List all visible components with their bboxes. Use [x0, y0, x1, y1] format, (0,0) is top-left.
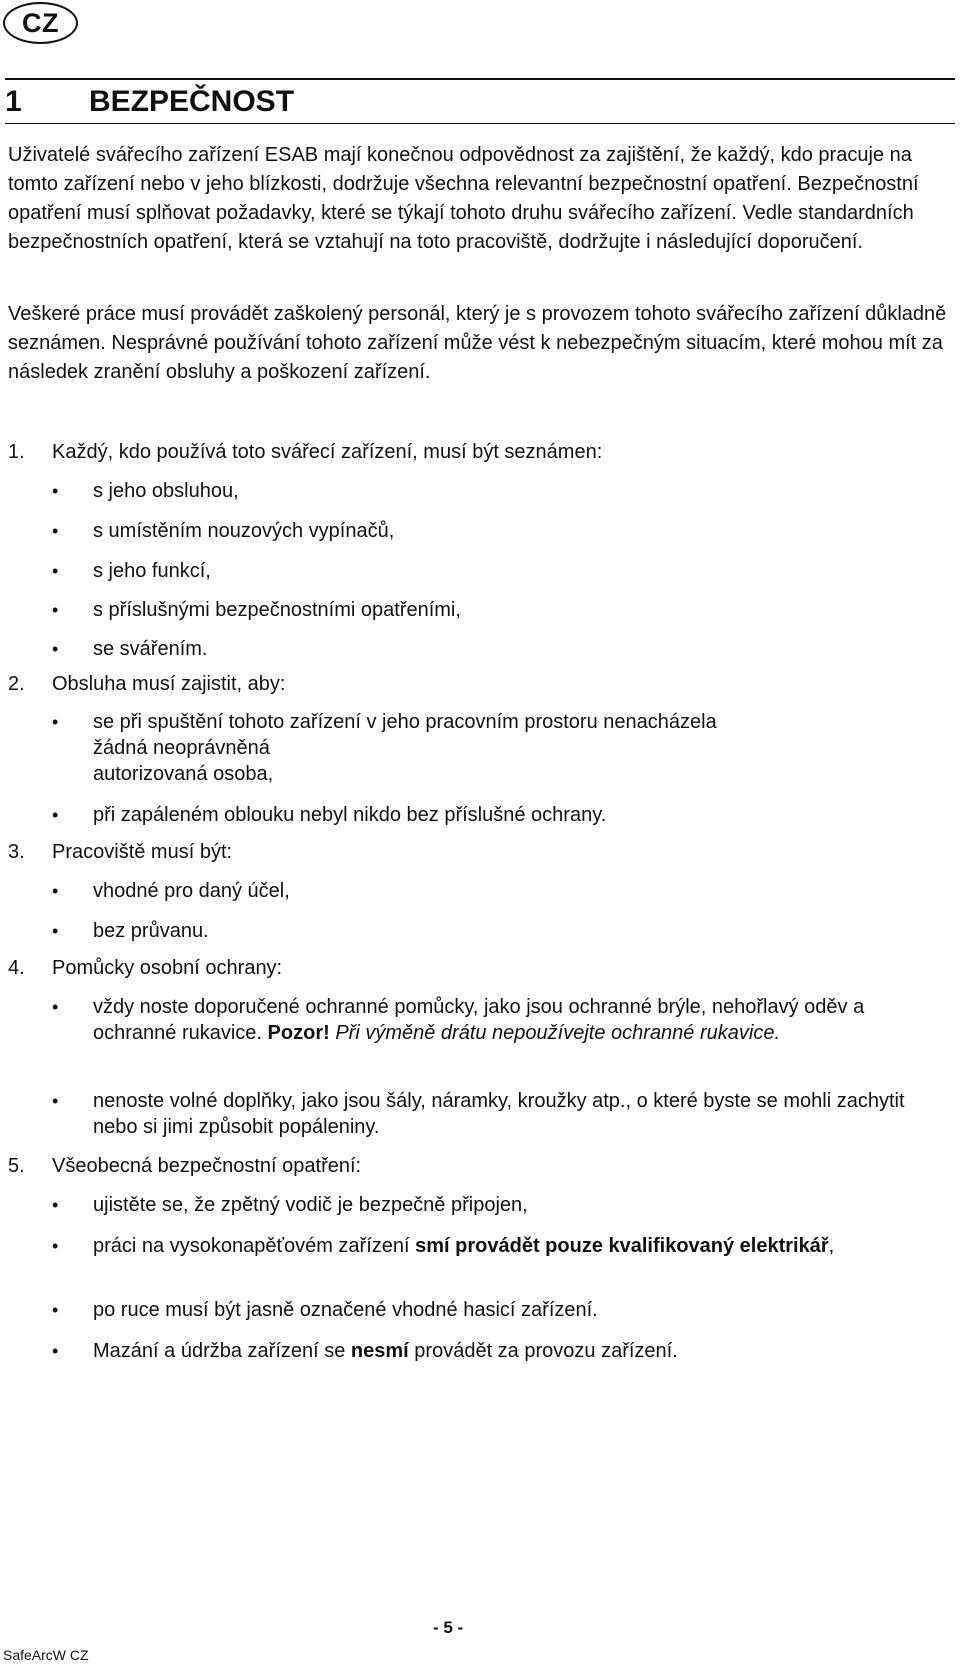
- item-title: Všeobecná bezpečnostní opatření:: [52, 1155, 362, 1177]
- bullet-icon: •: [52, 521, 59, 541]
- item-number: 3.: [8, 841, 25, 863]
- bullet-item: [52, 597, 932, 623]
- bullet-icon: •: [52, 1091, 59, 1111]
- bullet-text: nenoste volné doplňky, jako jsou šály, náramky, kroužky atp., o které byste se mohli zachytit nebo si jimi způsobit popáleniny.: [93, 1090, 905, 1138]
- numbered-item-5: [8, 1152, 361, 1181]
- bullet-text: s jeho obsluhou,: [93, 480, 239, 502]
- item-number: 1.: [8, 441, 25, 463]
- bullet-icon: •: [52, 561, 59, 581]
- bullet-icon: •: [52, 921, 59, 941]
- page-number: - 5 -: [433, 1618, 464, 1637]
- numbered-item-4: [8, 954, 282, 983]
- bullet-text: se svářením.: [93, 638, 208, 660]
- bullet-text: [93, 1338, 932, 1364]
- item-number: 2.: [8, 673, 25, 695]
- bullet-icon: •: [52, 1300, 59, 1320]
- bullet-icon: •: [52, 481, 59, 501]
- bullet-item: [52, 878, 932, 904]
- heading-number: 1: [5, 85, 22, 118]
- bullet-text: [93, 1233, 932, 1259]
- bullet-item: [52, 802, 932, 828]
- warning-text: Při výměně drátu nepoužívejte ochranné rukavice.: [335, 1022, 781, 1044]
- bullet-text: bez průvanu.: [93, 920, 209, 942]
- item-title: Každý, kdo používá toto svářecí zařízení, musí být seznámen:: [52, 441, 603, 463]
- bullet-icon: •: [52, 639, 59, 659]
- bullet-line: se při spuštění tohoto zařízení v jeho pracovním prostoru nenacházela: [93, 711, 717, 733]
- bullet-item: [52, 478, 932, 504]
- item-number: 5.: [8, 1155, 25, 1177]
- document-code: SafeArcW CZ: [3, 1647, 89, 1663]
- bullet-text: při zapáleném oblouku nebyl nikdo bez příslušné ochrany.: [93, 804, 607, 826]
- bullet-text: s příslušnými bezpečnostními opatřeními,: [93, 599, 461, 621]
- numbered-item-2: [8, 670, 285, 699]
- bullet-item: [52, 1088, 932, 1140]
- training-paragraph: Veškeré práce musí provádět zaškolený personál, který je s provozem tohoto svářecího zařízení důkladně seznámen. Nesprávné používání tohoto zařízení může vést k nebezpečným situacím, které mohou mít za následek zranění obsluhy a poškození zařízení.: [8, 303, 947, 383]
- bullet-text: s umístěním nouzových vypínačů,: [93, 520, 395, 542]
- bullet-item: [52, 636, 932, 662]
- item-title: Pomůcky osobní ochrany:: [52, 957, 283, 979]
- warning-label: Pozor!: [267, 1022, 330, 1044]
- bullet-item: [52, 709, 932, 787]
- language-badge: CZ: [3, 2, 78, 44]
- bullet-icon: •: [52, 997, 59, 1017]
- bullet-item: [52, 994, 932, 1046]
- bullet-text: [93, 994, 932, 1046]
- bullet-text-tail: ,: [828, 1235, 835, 1257]
- section-heading: [5, 84, 294, 120]
- bullet-text: vhodné pro daný účel,: [93, 880, 290, 902]
- bullet-item: [52, 558, 932, 584]
- bullet-text: po ruce musí být jasně označené vhodné hasicí zařízení.: [93, 1299, 598, 1321]
- bullet-text: [93, 709, 932, 787]
- bullet-text: ujistěte se, že zpětný vodič je bezpečně připojen,: [93, 1194, 528, 1216]
- bullet-line: žádná neoprávněná: [93, 737, 270, 759]
- item-number: 4.: [8, 957, 25, 979]
- bullet-text-main: Mazání a údržba zařízení se: [93, 1340, 346, 1362]
- bullet-text-main: práci na vysokonapěťovém zařízení: [93, 1235, 410, 1257]
- bullet-icon: •: [52, 805, 59, 825]
- bullet-text-bold: smí provádět pouze kvalifikovaný elektrikář: [415, 1235, 829, 1257]
- bullet-icon: •: [52, 1195, 59, 1215]
- bullet-item: [52, 518, 932, 544]
- bullet-item: [52, 918, 932, 944]
- bullet-icon: •: [52, 881, 59, 901]
- bullet-text-main: vždy noste doporučené ochranné pomůcky, jako jsou ochranné brýle, nehořlavý oděv a ochranné rukavice.: [93, 996, 865, 1044]
- item-title: Obsluha musí zajistit, aby:: [52, 673, 286, 695]
- bullet-item: [52, 1338, 932, 1364]
- bullet-icon: •: [52, 1341, 59, 1361]
- bullet-icon: •: [52, 1236, 59, 1256]
- bullet-item: [52, 1297, 932, 1323]
- bullet-icon: •: [52, 600, 59, 620]
- bullet-item: [52, 1192, 932, 1218]
- bullet-item: [52, 1233, 932, 1259]
- bullet-text-tail: provádět za provozu zařízení.: [414, 1340, 678, 1362]
- heading-top-rule: [5, 78, 955, 80]
- bullet-line: autorizovaná osoba,: [93, 763, 274, 785]
- bullet-icon: •: [52, 712, 59, 732]
- numbered-item-3: [8, 838, 232, 867]
- numbered-item-1: [8, 438, 602, 467]
- intro-paragraph: Uživatelé svářecího zařízení ESAB mají konečnou odpovědnost za zajištění, že každý, kdo pracuje na tomto zařízení nebo v jeho blízkosti, dodržuje všechna relevantní bezpečnostní opatření. Bezpečnostní opatření musí splňovat požadavky, které se týkají tohoto druhu svářecího zařízení. Vedle standardních bezpečnostních opatření, která se vztahují na toto pracoviště, dodržujte i následující doporučení.: [8, 144, 919, 253]
- bullet-text-bold: nesmí: [350, 1340, 409, 1362]
- bullet-text: s jeho funkcí,: [93, 560, 211, 582]
- heading-bottom-rule: [5, 123, 955, 124]
- item-title: Pracoviště musí být:: [52, 841, 233, 863]
- heading-title: BEZPEČNOST: [89, 85, 295, 118]
